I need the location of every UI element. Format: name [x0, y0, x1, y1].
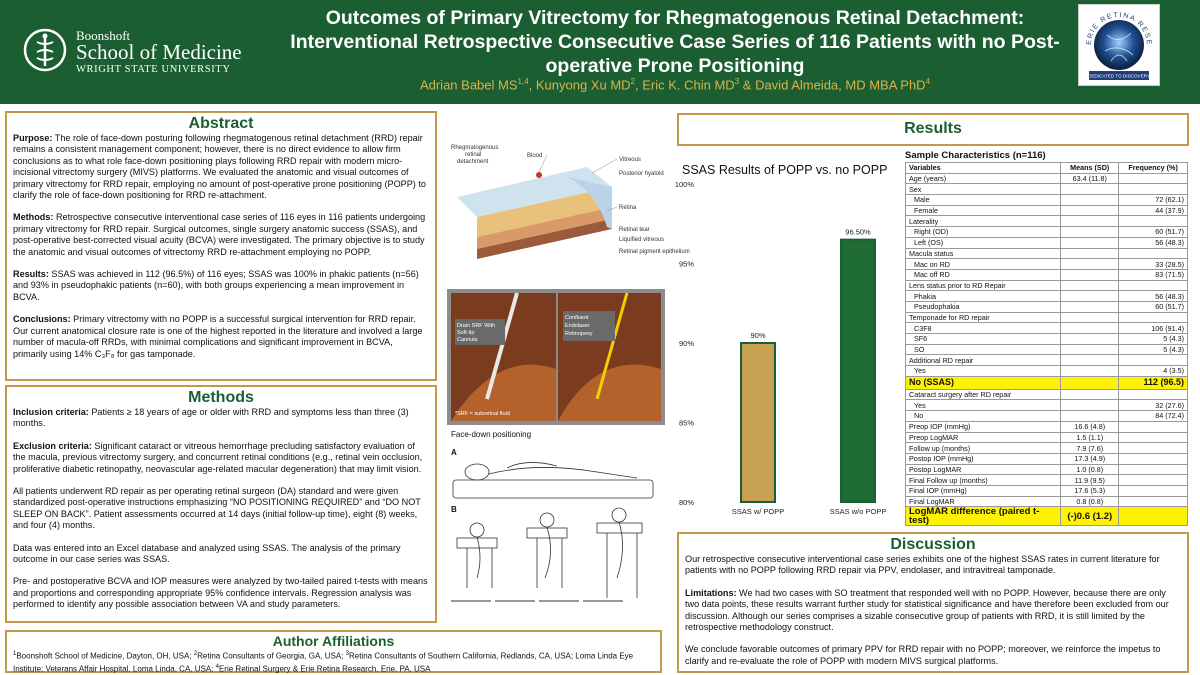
table-cell: 112 (96.5)	[1119, 376, 1188, 389]
table-row	[906, 376, 1188, 389]
table-cell: Laterality	[906, 216, 1061, 227]
methods-paragraph	[13, 486, 429, 532]
table-cell: Mac off RD	[906, 269, 1061, 280]
face-down-positioning-figure	[447, 428, 665, 624]
table-header-cell: Variables	[906, 163, 1061, 174]
methods-paragraph-label: Inclusion criteria:	[13, 407, 89, 417]
table-cell: SF6	[906, 334, 1061, 345]
chart-bar	[741, 343, 775, 502]
table-row	[906, 259, 1188, 270]
table-row	[906, 237, 1188, 248]
table-cell	[1061, 237, 1119, 248]
affiliation-text: Retina Consultants of Georgia, GA, USA;	[197, 651, 346, 661]
author-affiliation-number: 1,4	[517, 77, 529, 86]
chart-data-label: 96.50%	[845, 227, 871, 237]
table-cell: Postop IOP (mmHg)	[906, 453, 1061, 464]
fig2-label-endolaser-1: Confluent	[565, 315, 589, 321]
discussion-paragraph-text: We had two cases with SO treatment that responded well with no POPP. However, because there are only two data points, these results warrant further study for statistical significance and have therefore been excluded from our discussion. Although our series comprises a sizable consecutive group of patients with RRD, it is still limited by the retrospective methodology construct.	[685, 587, 1169, 633]
table-cell	[1061, 389, 1119, 400]
logo-line-2: School of Medicine	[76, 40, 242, 64]
table-cell: Postop LogMAR	[906, 464, 1061, 475]
table-cell	[1061, 195, 1119, 206]
table-cell	[1061, 323, 1119, 334]
table-row	[906, 301, 1188, 312]
table-cell: 4 (3.5)	[1119, 366, 1188, 377]
fig1-label-retina: Retina	[619, 205, 637, 211]
affiliations-panel	[5, 630, 662, 673]
table-cell: 16.6 (4.8)	[1061, 421, 1119, 432]
affiliations-title: Author Affiliations	[272, 633, 395, 649]
results-panel	[677, 113, 1189, 146]
abstract-paragraph-text: The role of face-down posturing following rhegmatogenous retinal detachment (RRD) repair remains a consistent management component; however, there is no direct evidence to allow firm conclusions as to what role face-down positioning plays following RRD repair with modern micro-incisional vitrectomy surgery (MIVS) platforms. We evaluated the anatomic and visual outcomes of primary vitrectomy for RRD repair, employing no amount of post-operative prone positioning (POPP) to clarify the role of face-down positioning for RRD re-attachment.	[13, 133, 426, 201]
affiliation-number: 4	[215, 663, 219, 670]
table-cell: Mac on RD	[906, 259, 1061, 270]
table-cell	[1061, 366, 1119, 377]
table-cell	[1061, 376, 1119, 389]
table-row	[906, 464, 1188, 475]
table-cell	[1119, 443, 1188, 454]
author-name: Adrian Babel MS	[419, 77, 518, 93]
table-cell	[1061, 400, 1119, 411]
fig1-label-posterior-hyaloid: Posterior hyaloid	[619, 171, 664, 177]
abstract-paragraph	[13, 314, 429, 360]
erie-retina-tagline: DEDICATED TO DISCOVERY	[1088, 73, 1150, 79]
abstract-paragraph-text: Primary vitrectomy with no POPP is a successful surgical intervention for RRD repair. Our current anatomical closure rate is one of the highest reported in the literature and involved a large number of macula-off RRDs, with minimal complications and significant improvement in BCVA, primarily using 14% C₃F₈ for gas tamponade.	[13, 314, 423, 359]
table-cell	[1119, 312, 1188, 323]
table-row	[906, 400, 1188, 411]
chart-category-label: SSAS w/ POPP	[731, 507, 785, 516]
logo-line-3: WRIGHT STATE UNIVERSITY	[76, 64, 231, 75]
table-cell	[1119, 184, 1188, 195]
table-row	[906, 496, 1188, 507]
table-cell	[1061, 301, 1119, 312]
table-cell	[1119, 280, 1188, 291]
methods-paragraph-text: Significant cataract or vitreous hemorrhage precluding satisfactory evaluation of the macula, previous vitrectomy surgery, and concurrent retinal conditions (e.g., retinal vein occlusion, proliferative diabetic retinopathy, neovascular age-related macular degeneration) that may limit vision.	[13, 440, 423, 474]
table-row	[906, 312, 1188, 323]
results-title: Results	[904, 120, 962, 137]
table-cell: 17.6 (5.3)	[1061, 485, 1119, 496]
table-row	[906, 485, 1188, 496]
ssas-bar-chart	[674, 150, 905, 525]
table-cell: Cataract surgery after RD repair	[906, 389, 1061, 400]
methods-paragraph	[13, 576, 429, 610]
table-cell: (-)0.6 (1.2)	[1061, 507, 1119, 526]
abstract-paragraph	[13, 133, 429, 201]
table-row	[906, 334, 1188, 345]
table-row	[906, 366, 1188, 377]
table-row	[906, 323, 1188, 334]
chart-y-tick-label: 80%	[678, 498, 694, 507]
table-cell	[1061, 291, 1119, 302]
table-cell: 56 (48.3)	[1119, 291, 1188, 302]
authors-line	[280, 77, 1070, 92]
fig2-label-srf-note: *SRF = subretinal fluid	[455, 411, 510, 417]
chart-bars	[732, 228, 887, 516]
table-cell	[1061, 269, 1119, 280]
table-cell: 5 (4.3)	[1119, 334, 1188, 345]
table-cell	[1061, 344, 1119, 355]
discussion-title: Discussion	[890, 536, 976, 553]
sample-characteristics-table	[905, 150, 1188, 526]
discussion-body	[685, 554, 1181, 667]
table-row	[906, 411, 1188, 422]
abstract-paragraph-label: Purpose:	[13, 133, 53, 143]
poster-title: Outcomes of Primary Vitrectomy for Rhegmatogenous Retinal Detachment: Interventional Retrospective Consecutive Case Series of 116 Patients with no Post-operative Prone Positioning	[290, 7, 1060, 77]
table-cell	[1061, 411, 1119, 422]
table-cell: Pseudophakia	[906, 301, 1061, 312]
methods-paragraph	[13, 407, 429, 430]
table-row	[906, 280, 1188, 291]
table-header-cell: Frequency (%)	[1119, 163, 1188, 174]
discussion-paragraph	[685, 554, 1181, 577]
table-cell	[1061, 312, 1119, 323]
chart-y-tick-label: 85%	[678, 418, 694, 428]
table-cell: 56 (48.3)	[1119, 237, 1188, 248]
table-cell: 32 (27.6)	[1119, 400, 1188, 411]
table-cell	[1119, 216, 1188, 227]
table-row	[906, 173, 1188, 184]
erie-retina-logo	[1078, 4, 1160, 86]
methods-paragraph-text: Patients ≥ 18 years of age or older with RRD and symptoms less than three (3) months.	[13, 407, 409, 429]
table-row	[906, 389, 1188, 400]
table-cell	[1119, 475, 1188, 486]
abstract-paragraph-text: SSAS was achieved in 112 (96.5%) of 116 eyes; SSAS was 100% in phakic patients (n=56) and 93% in pseudophakic patients (n=60), with both groups experiencing a mean improvement in BCVA.	[13, 269, 419, 302]
table-cell	[1061, 227, 1119, 238]
abstract-panel	[5, 111, 437, 381]
affiliation-text: Erie Retinal Surgery & Erie Retina Research, Erie, PA, USA	[218, 664, 431, 674]
chart-category-label: SSAS w/o POPP	[829, 507, 887, 516]
table-cell: Lens status prior to RD Repair	[906, 280, 1061, 291]
table-cell: 5 (4.3)	[1119, 344, 1188, 355]
table-cell	[1061, 184, 1119, 195]
table-cell	[1061, 355, 1119, 366]
affiliation-text: Boonshoft School of Medicine, Dayton, OH, USA;	[16, 651, 194, 661]
retina-globe-icon	[1079, 5, 1159, 85]
chart-y-tick-label: 100%	[674, 180, 694, 189]
fig2-label-drain-2: Soft-tip	[457, 330, 475, 336]
discussion-paragraph-label: Limitations:	[685, 587, 737, 598]
table-cell	[1061, 280, 1119, 291]
author-name: David Almeida, MD MBA PhD	[755, 77, 926, 93]
author-affiliation-number: 3	[734, 77, 740, 86]
table-header-cell: Means (SD)	[1061, 163, 1119, 174]
fig2-label-drain-1: Drain SRF With	[457, 323, 496, 329]
table-cell: 11.9 (9.5)	[1061, 475, 1119, 486]
table-cell: Follow up (months)	[906, 443, 1061, 454]
table-cell: LogMAR difference (paired t-test)	[906, 507, 1061, 526]
table-cell: Final Follow up (months)	[906, 475, 1061, 486]
abstract-body	[13, 133, 429, 360]
table-cell: Male	[906, 195, 1061, 206]
chart-y-tick-label: 95%	[678, 259, 694, 269]
abstract-paragraph-text: Retrospective consecutive interventional case series of 116 eyes in 116 patients undergoing primary vitrectomy for RRD repair. Surgical outcomes, single surgery anatomic success (SSAS), and post-operative best-corrected visual acuity (BCVA) were investigated. The primary objective is to study the anatomic and visual outcomes of vitrectomy RRD re-attachment employing no POPP.	[13, 212, 426, 257]
methods-panel	[5, 385, 437, 623]
table-cell: 84 (72.4)	[1119, 411, 1188, 422]
table-row	[906, 291, 1188, 302]
table-cell: 63.4 (11.8)	[1061, 173, 1119, 184]
table-cell: No (SSAS)	[906, 376, 1061, 389]
methods-paragraph-text: Pre- and postoperative BCVA and IOP measures were analyzed by two-tailed paired t-tests with means and proportions and corresponding appropriate 95% confidence intervals. Regression analysis was performed to identify any possible association between VA and study parameters.	[13, 576, 428, 610]
discussion-paragraph	[685, 644, 1181, 667]
table-cell: Phakia	[906, 291, 1061, 302]
school-logo	[22, 26, 252, 74]
fig1-label-liquified-vitreous: Liquified vitreous	[619, 237, 665, 243]
table-cell	[1119, 248, 1188, 259]
discussion-paragraph-text: We conclude favorable outcomes of primary PPV for RRD repair with no POPP; moreover, we reinforce the impetus to clarify and re-evaluate the role of POPP with modern MIVS surgical platforms.	[685, 644, 1161, 666]
fig2-label-endolaser-3: Retinopexy	[565, 331, 593, 337]
table-cell: 83 (71.5)	[1119, 269, 1188, 280]
table-cell	[1061, 216, 1119, 227]
fig3-label-b: B	[451, 505, 457, 514]
table-cell: Preop IOP (mmHg)	[906, 421, 1061, 432]
fig3-label-a: A	[451, 448, 457, 457]
erie-retina-logo-text: ERIE RETINA RESE	[1085, 11, 1153, 47]
table-cell	[1119, 496, 1188, 507]
table-row	[906, 453, 1188, 464]
table-cell: SO	[906, 344, 1061, 355]
abstract-paragraph	[13, 212, 429, 258]
methods-paragraph	[13, 543, 429, 566]
table-cell: 106 (91.4)	[1119, 323, 1188, 334]
abstract-paragraph-label: Conclusions:	[13, 314, 71, 325]
table-cell: Additional RD repair	[906, 355, 1061, 366]
table-header-row	[906, 163, 1188, 174]
table-cell: Left (OS)	[906, 237, 1061, 248]
table-cell	[1119, 173, 1188, 184]
characteristics-table	[905, 162, 1188, 526]
methods-body	[13, 407, 429, 611]
table-cell	[1119, 485, 1188, 496]
abstract-paragraph-label: Methods:	[13, 212, 54, 223]
table-caption: Sample Characteristics (n=116)	[905, 150, 1046, 161]
abstract-paragraph-label: Results:	[13, 269, 49, 280]
table-cell	[1061, 334, 1119, 345]
methods-paragraph	[13, 441, 429, 475]
table-row	[906, 216, 1188, 227]
table-cell: Female	[906, 205, 1061, 216]
fig1-label-rrd-1: Rhegmatogenous	[451, 145, 499, 151]
fig2-label-endolaser-2: Endolaser	[565, 323, 590, 329]
chart-y-tick-label: 90%	[678, 339, 694, 348]
table-row	[906, 205, 1188, 216]
methods-paragraph-text: All patients underwent RD repair as per operating retinal surgeon (DA) standard and were given standardized post-operative instructions emphasizing “NO POSITIONING REQUIRED” and “DO NOT SLEEP ON BACK”. Patient assessments occurred at 14 days (initial follow-up time), eight (8) weeks, and four (4) months.	[13, 486, 421, 531]
table-cell	[1119, 355, 1188, 366]
author-name: Eric K. Chin MD	[642, 77, 735, 93]
abstract-paragraph	[13, 269, 429, 303]
methods-paragraph-label: Exclusion criteria:	[13, 440, 92, 451]
table-cell	[1119, 453, 1188, 464]
table-cell: No	[906, 411, 1061, 422]
table-cell: 60 (51.7)	[1119, 227, 1188, 238]
chart-data-label: 90%	[750, 331, 766, 340]
table-cell	[1119, 464, 1188, 475]
table-cell: Preop LogMAR	[906, 432, 1061, 443]
surgical-technique-figure	[447, 289, 665, 425]
table-cell: 17.3 (4.9)	[1061, 453, 1119, 464]
table-cell: Age (years)	[906, 173, 1061, 184]
table-cell: 1.5 (1.1)	[1061, 432, 1119, 443]
author-separator: &	[739, 77, 756, 93]
table-row	[906, 421, 1188, 432]
table-row	[906, 355, 1188, 366]
fig1-label-vitreous: Vitreous	[619, 157, 641, 163]
table-cell: Final IOP (mmHg)	[906, 485, 1061, 496]
table-cell: Sex	[906, 184, 1061, 195]
table-cell	[1061, 259, 1119, 270]
fig1-label-retinal-tear: Retinal tear	[619, 227, 650, 233]
author-name: Kunyong Xu MD	[535, 77, 631, 93]
table-row	[906, 475, 1188, 486]
table-row	[906, 443, 1188, 454]
affiliation-number: 1	[13, 651, 17, 657]
table-cell: 0.8 (0.8)	[1061, 496, 1119, 507]
fig1-label-rrd-3: detachment	[457, 159, 489, 165]
poster-header	[0, 0, 1200, 104]
fig3-title: Face-down positioning	[451, 430, 532, 439]
methods-title: Methods	[188, 389, 254, 406]
table-row	[906, 269, 1188, 280]
table-row	[906, 432, 1188, 443]
author-affiliation-number: 4	[925, 77, 931, 86]
caduceus-emblem-icon	[22, 28, 68, 72]
table-row	[906, 248, 1188, 259]
abstract-title: Abstract	[188, 115, 254, 132]
author-separator: ,	[635, 77, 643, 93]
fig2-label-drain-3: Cannula	[457, 337, 478, 343]
affiliation-number: 2	[193, 651, 198, 657]
table-cell: C3F8	[906, 323, 1061, 334]
table-row	[906, 507, 1188, 526]
table-row	[906, 195, 1188, 206]
methods-paragraph-text: Data was entered into an Excel database and analyzed using SSAS. The analysis of the primary outcome in our case series was SSAS.	[13, 542, 401, 565]
discussion-paragraph-text: Our retrospective consecutive interventional case series exhibits one of the highest SSAS rates in current literature for patients with no POPP following RRD repair via PPV, endolaser, and intravitreal tamponade.	[685, 554, 1160, 576]
table-cell: 44 (37.9)	[1119, 205, 1188, 216]
discussion-paragraph	[685, 588, 1181, 634]
affiliation-text: Retina Consultants of Southern California, Redlands, CA, USA; Loma Linda Eye Institute; Veterans Affair Hospital, Loma Linda, CA, USA;	[13, 651, 634, 674]
table-cell	[1119, 421, 1188, 432]
logo-line-1: Boonshoft	[76, 28, 131, 43]
table-row	[906, 344, 1188, 355]
table-cell: Temponade for RD repair	[906, 312, 1061, 323]
table-cell	[1119, 432, 1188, 443]
table-cell: 1.0 (0.8)	[1061, 464, 1119, 475]
discussion-panel	[677, 532, 1189, 673]
chart-bar	[841, 240, 875, 502]
table-cell: Macula status	[906, 248, 1061, 259]
author-separator: ,	[528, 77, 536, 93]
affiliation-number: 3	[345, 651, 349, 657]
chart-title: SSAS Results of POPP vs. no POPP	[682, 163, 888, 177]
table-cell: Right (OD)	[906, 227, 1061, 238]
table-cell	[1061, 248, 1119, 259]
affiliations-body	[13, 649, 654, 674]
table-cell: 60 (51.7)	[1119, 301, 1188, 312]
fig1-label-rrd-2: retinal	[465, 152, 482, 158]
author-affiliation-number: 2	[630, 77, 635, 86]
table-cell	[1119, 389, 1188, 400]
table-row	[906, 184, 1188, 195]
table-cell: 33 (28.5)	[1119, 259, 1188, 270]
table-cell: Yes	[906, 400, 1061, 411]
table-cell: 7.9 (7.6)	[1061, 443, 1119, 454]
fig1-label-rpe: Retinal pigment epithelium	[619, 249, 690, 255]
table-cell	[1061, 205, 1119, 216]
table-cell	[1119, 507, 1188, 526]
table-cell: Final LogMAR	[906, 496, 1061, 507]
table-row	[906, 227, 1188, 238]
table-cell: 72 (62.1)	[1119, 195, 1188, 206]
chart-y-axis	[675, 180, 695, 507]
fig1-label-blood: Blood	[527, 153, 543, 159]
table-cell: Yes	[906, 366, 1061, 377]
